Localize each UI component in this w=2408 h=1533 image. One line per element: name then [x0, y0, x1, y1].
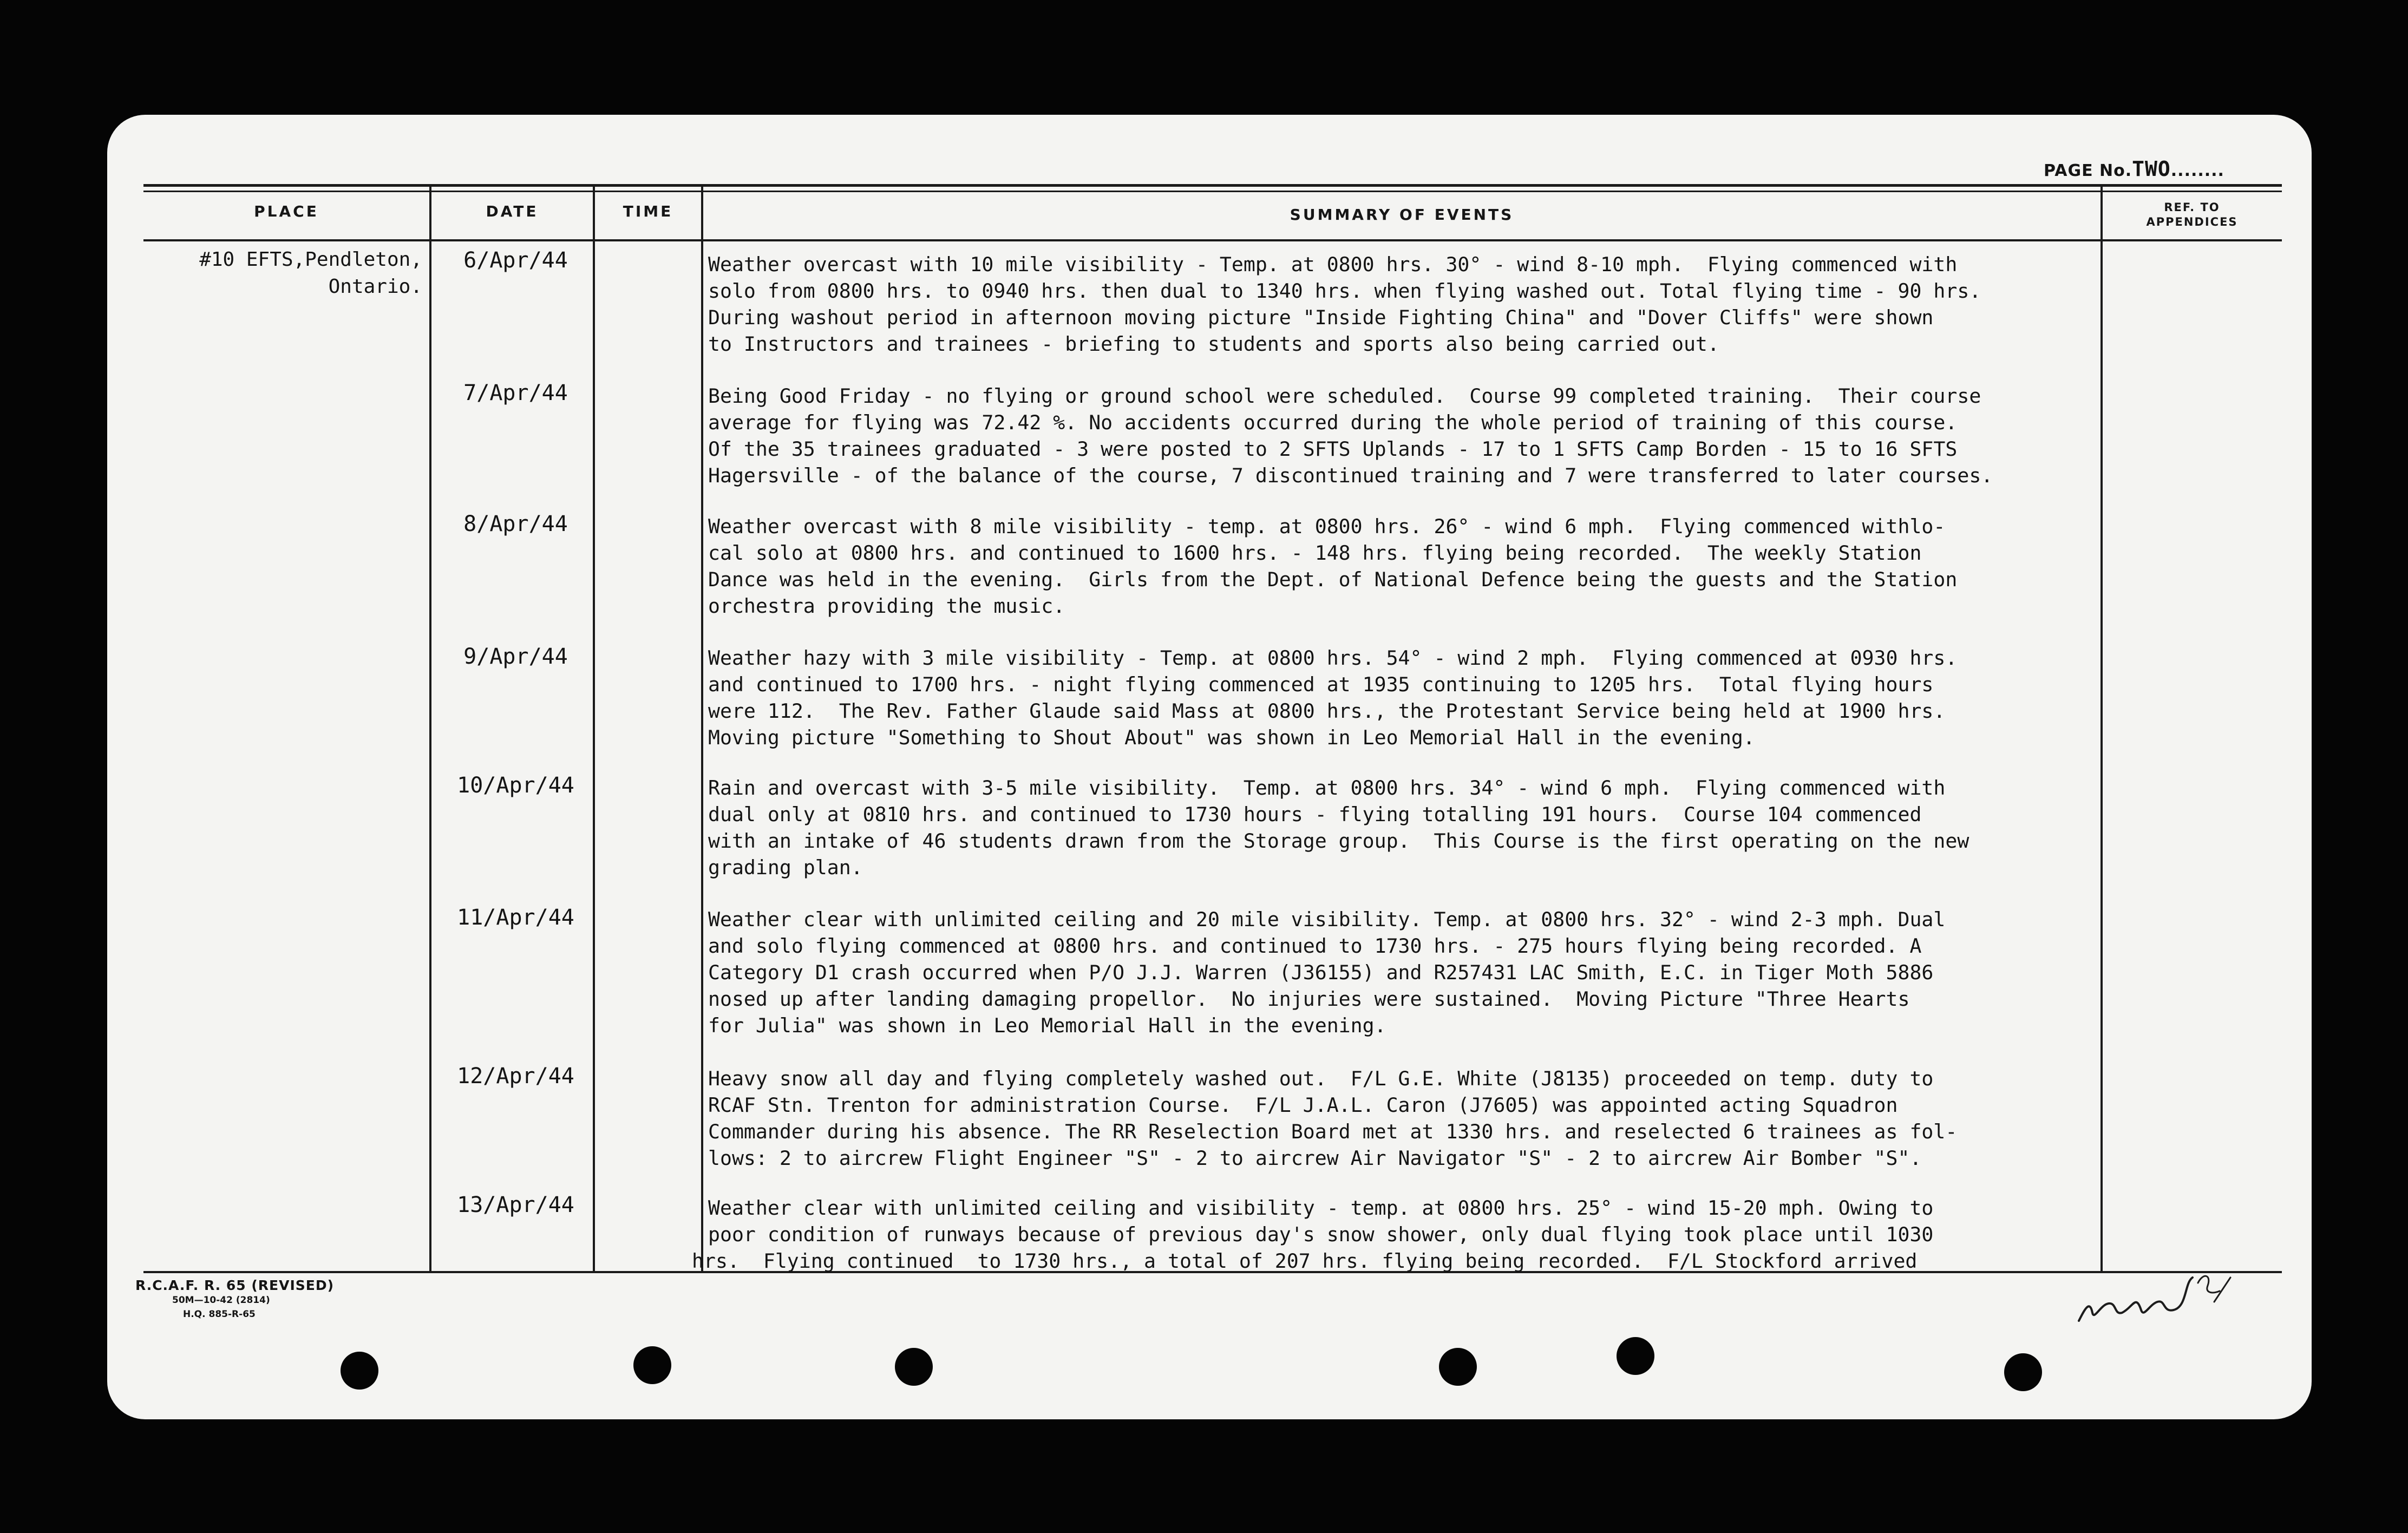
entry-date: 13/Apr/44 [457, 1193, 574, 1217]
summary-line: for Julia" was shown in Leo Memorial Hall in the evening. [708, 1014, 1386, 1037]
summary-line: nosed up after landing damaging propellor. No injuries were sustained. Moving Picture "Three Hearts [708, 987, 1910, 1011]
column-header-place: PLACE [254, 202, 319, 220]
event-summary [708, 1065, 2137, 1171]
entry-date: 8/Apr/44 [463, 512, 568, 536]
event-summary [708, 251, 2137, 357]
entry-date: 10/Apr/44 [457, 773, 574, 798]
summary-line: hrs. Flying continued to 1730 hrs., a total of 207 hrs. flying being recorded. F/L Stockford arrived [692, 1249, 1918, 1273]
binder-hole [633, 1346, 671, 1384]
entry-date: 9/Apr/44 [463, 644, 568, 669]
event-summary [708, 775, 2137, 881]
summary-line: grading plan. [708, 856, 863, 879]
summary-line: Heavy snow all day and flying completely washed out. F/L G.E. White (J8135) proceeded on temp. duty to [708, 1067, 1934, 1090]
summary-line: Rain and overcast with 3-5 mile visibility. Temp. at 0800 hrs. 34° - wind 6 mph. Flying commenced with [708, 776, 1946, 800]
event-summary [708, 513, 2137, 619]
summary-line: Dance was held in the evening. Girls from the Dept. of National Defence being the guests and the Station [708, 568, 1958, 591]
event-summary [708, 645, 2137, 751]
summary-line: cal solo at 0800 hrs. and continued to 1600 hrs. - 148 hrs. flying being recorded. The weekly Station [708, 541, 1922, 565]
summary-line: lows: 2 to aircrew Flight Engineer "S" - 2 to aircrew Air Navigator "S" - 2 to aircrew Air Bomber "S". [708, 1147, 1922, 1170]
entry-date: 7/Apr/44 [463, 381, 568, 405]
column-header-ref: REF. TO APPENDICES [2146, 201, 2238, 228]
column-rule-time-summary [701, 187, 703, 1272]
summary-line: to Instructors and trainees - briefing to students and sports also being carried out. [708, 332, 1719, 356]
summary-line: Weather clear with unlimited ceiling and visibility - temp. at 0800 hrs. 25° - wind 15-20 mph. Owing to [708, 1196, 1934, 1220]
form-number-line: R.C.A.F. R. 65 (REVISED) [135, 1277, 335, 1293]
column-header-time: TIME [623, 202, 673, 220]
form-number [135, 1277, 334, 1321]
summary-line: dual only at 0810 hrs. and continued to 1730 hours - flying totalling 191 hours. Course 104 commenced [708, 803, 1922, 826]
event-summary [692, 1195, 2137, 1274]
summary-line: Weather overcast with 8 mile visibility - temp. at 0800 hrs. 26° - wind 6 mph. Flying commenced withlo- [708, 515, 1946, 538]
page-number-value: TWO [2132, 157, 2171, 181]
form-print-run: 50M—10-42 (2814) [172, 1295, 270, 1306]
summary-line: poor condition of runways because of previous day's snow shower, only dual flying took place until 1030 [708, 1223, 1934, 1246]
binder-hole [895, 1348, 933, 1386]
binder-hole [341, 1352, 378, 1390]
place-cell: #10 EFTS,Pendleton, Ontario. [199, 248, 422, 298]
summary-line: RCAF Stn. Trenton for administration Course. F/L J.A.L. Caron (J7605) was appointed acting Squadron [708, 1093, 1898, 1117]
summary-line: were 112. The Rev. Father Glaude said Mass at 0800 hrs., the Protestant Service being held at 1900 hrs. [708, 699, 1946, 723]
summary-line: solo from 0800 hrs. to 0940 hrs. then dual to 1340 hrs. when flying washed out. Total flying time - 90 hrs. [708, 279, 1981, 303]
binder-hole [1439, 1348, 1477, 1386]
entry-date: 11/Apr/44 [457, 905, 574, 930]
column-header-summary: SUMMARY OF EVENTS [1290, 206, 1514, 224]
entry-date: 12/Apr/44 [457, 1064, 574, 1089]
event-summary [708, 906, 2137, 1039]
binder-hole [1617, 1337, 1654, 1375]
summary-line: Weather hazy with 3 mile visibility - Temp. at 0800 hrs. 54° - wind 2 mph. Flying commenced at 0930 hrs. [708, 646, 1958, 670]
column-header-date: DATE [486, 202, 539, 220]
event-summary [708, 383, 2137, 489]
summary-line: Hagersville - of the balance of the course, 7 discontinued training and 7 were transferred to later courses. [708, 464, 1993, 487]
summary-line: Category D1 crash occurred when P/O J.J. Warren (J36155) and R257431 LAC Smith, E.C. in Tiger Moth 5886 [708, 961, 1934, 984]
handwritten-initials [2068, 1261, 2247, 1332]
column-rule-place-date [429, 187, 431, 1272]
summary-line: Weather clear with unlimited ceiling and 20 mile visibility. Temp. at 0800 hrs. 32° - wind 2-3 mph. Dual [708, 908, 1946, 931]
summary-line: Moving picture "Something to Shout About" was shown in Leo Memorial Hall in the evening. [708, 726, 1755, 749]
summary-line: orchestra providing the music. [708, 594, 1065, 618]
form-hq-number: H.Q. 885-R-65 [183, 1309, 256, 1320]
page-number-label: PAGE No. [2044, 161, 2132, 180]
summary-line: During washout period in afternoon moving picture "Inside Fighting China" and "Dover Cliffs" were shown [708, 306, 1934, 329]
header-bottom-rule [143, 239, 2282, 241]
summary-line: and solo flying commenced at 0800 hrs. and continued to 1730 hrs. - 275 hours flying being recorded. A [708, 934, 1922, 958]
summary-line: Being Good Friday - no flying or ground school were scheduled. Course 99 completed training. Their course [708, 384, 1981, 408]
summary-line: Of the 35 trainees graduated - 3 were posted to 2 SFTS Uplands - 17 to 1 SFTS Camp Borden - 15 to 16 SFTS [708, 437, 1958, 461]
column-rule-date-time [593, 187, 595, 1272]
summary-line: with an intake of 46 students drawn from the Storage group. This Course is the first operating on the new [708, 829, 1969, 853]
header-top-rule-2 [143, 191, 2282, 192]
header-top-rule [143, 184, 2282, 187]
summary-line: average for flying was 72.42 %. No accidents occurred during the whole period of training of this course. [708, 411, 1958, 434]
binder-hole [2004, 1353, 2042, 1391]
summary-line: Weather overcast with 10 mile visibility - Temp. at 0800 hrs. 30° - wind 8-10 mph. Flying commenced with [708, 253, 1958, 276]
summary-line: and continued to 1700 hrs. - night flying commenced at 1935 continuing to 1205 hrs. Total flying hours [708, 673, 1934, 696]
entry-date: 6/Apr/44 [463, 248, 568, 273]
page-number [2044, 157, 2224, 181]
summary-line: Commander during his absence. The RR Reselection Board met at 1330 hrs. and reselected 6 trainees as fol- [708, 1120, 1958, 1143]
page-number-dots: ........ [2170, 161, 2224, 180]
